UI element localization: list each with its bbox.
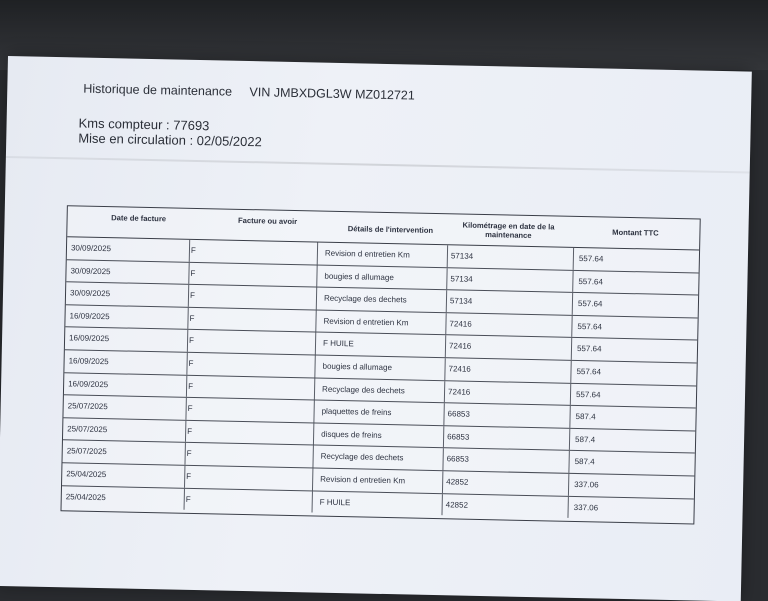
cell-mileage: 42852	[445, 499, 469, 510]
column-divider	[314, 355, 315, 377]
cell-amount: 587.4	[575, 412, 596, 422]
column-divider	[569, 429, 570, 451]
header-mileage: Kilométrage en date de la maintenance	[462, 220, 555, 241]
column-divider	[444, 381, 445, 403]
cell-amount: 557.64	[576, 344, 602, 354]
cell-date: 25/07/2025	[66, 446, 107, 457]
cell-mileage: 72416	[449, 319, 472, 329]
cell-mileage: 66853	[447, 432, 470, 442]
column-divider	[313, 401, 314, 423]
cell-mileage: 42852	[446, 477, 469, 487]
vehicle-info	[78, 115, 262, 149]
cell-amount: 557.64	[576, 366, 602, 377]
cell-details: plaquettes de freins	[321, 406, 392, 418]
cell-date: 30/09/2025	[70, 243, 112, 254]
cell-amount: 557.64	[578, 276, 603, 287]
cell-invoice-type: F	[188, 336, 195, 346]
cell-invoice-type: F	[185, 494, 191, 504]
cell-invoice-type: F	[189, 291, 196, 301]
cell-date: 25/04/2025	[65, 491, 106, 502]
column-divider	[445, 336, 446, 358]
column-divider	[312, 446, 313, 468]
column-divider	[441, 494, 442, 516]
column-divider	[316, 265, 317, 287]
header-date: Date de facture	[111, 213, 167, 224]
cell-invoice-type: F	[188, 381, 194, 391]
column-divider	[313, 423, 314, 445]
cell-details: bougies d allumage	[324, 271, 394, 282]
cell-amount: 557.64	[577, 321, 603, 332]
cell-amount: 557.64	[577, 299, 603, 309]
cell-mileage: 66853	[447, 409, 470, 419]
column-divider	[316, 288, 317, 310]
cell-details: disques de freins	[321, 429, 382, 440]
cell-amount: 557.64	[575, 389, 601, 400]
column-divider	[315, 333, 316, 355]
column-divider	[571, 316, 572, 338]
column-divider	[571, 338, 572, 360]
cell-date: 16/09/2025	[69, 311, 110, 321]
cell-details: bougies d allumage	[322, 361, 393, 373]
cell-date: 30/09/2025	[69, 288, 111, 299]
column-divider	[312, 468, 313, 490]
cell-details: Recyclage des dechets	[322, 384, 405, 395]
cell-details: Recyclage des dechets	[323, 293, 407, 305]
cell-date: 16/09/2025	[69, 333, 110, 344]
column-divider	[444, 358, 445, 380]
header-invoice-type: Facture ou avoir	[237, 215, 298, 227]
header-details: Détails de l'intervention	[347, 224, 434, 235]
column-divider	[567, 496, 568, 518]
cell-mileage: 66853	[446, 454, 469, 465]
cell-date: 25/07/2025	[67, 401, 108, 412]
cell-date: 16/09/2025	[68, 356, 109, 367]
header-amount: Montant TTC	[612, 227, 659, 238]
cell-invoice-type: F	[190, 245, 196, 255]
registration-date: Mise en circulation : 02/05/2022	[78, 130, 262, 150]
cell-amount: 587.4	[574, 457, 595, 467]
cell-details: Revision d entretien Km	[323, 316, 409, 328]
column-divider	[570, 361, 571, 383]
column-divider	[443, 403, 444, 425]
cell-mileage: 57134	[450, 273, 473, 284]
column-divider	[442, 471, 443, 493]
cell-details: F HUILE	[322, 339, 354, 349]
column-divider	[573, 248, 574, 270]
column-divider	[312, 491, 313, 513]
cell-amount: 557.64	[578, 254, 604, 264]
cell-date: 25/07/2025	[67, 424, 108, 434]
cell-invoice-type: F	[187, 426, 193, 436]
cell-invoice-type: F	[190, 268, 196, 278]
vin-number: VIN JMBXDGL3W MZ012721	[249, 85, 415, 103]
cell-invoice-type: F	[186, 471, 192, 481]
cell-amount: 337.06	[573, 502, 599, 512]
cell-date: 30/09/2025	[70, 265, 111, 276]
cell-invoice-type: F	[189, 313, 195, 323]
cell-details: Revision d entretien Km	[324, 248, 410, 260]
column-divider	[572, 270, 573, 292]
column-divider	[443, 426, 444, 448]
column-divider	[317, 243, 318, 265]
column-divider	[446, 268, 447, 290]
cell-date: 16/09/2025	[68, 378, 109, 389]
cell-mileage: 57134	[450, 251, 474, 261]
cell-invoice-type: F	[187, 403, 193, 414]
document-title: Historique de maintenance	[83, 81, 233, 99]
paper-fold-line	[6, 156, 750, 174]
column-divider	[447, 245, 448, 267]
cell-mileage: 72416	[448, 341, 472, 352]
cell-amount: 587.4	[575, 434, 596, 445]
cell-date: 25/04/2025	[66, 469, 107, 480]
document-header	[83, 82, 415, 103]
column-divider	[446, 290, 447, 312]
column-divider	[442, 449, 443, 471]
cell-mileage: 57134	[449, 296, 473, 306]
table-body	[62, 237, 700, 520]
column-divider	[568, 474, 569, 496]
column-divider	[568, 451, 569, 473]
cell-invoice-type: F	[186, 449, 192, 459]
cell-details: Revision d entretien Km	[320, 474, 406, 486]
column-divider	[569, 406, 570, 428]
column-divider	[572, 293, 573, 315]
cell-details: Recyclage des dechets	[320, 451, 404, 463]
maintenance-table	[60, 205, 700, 524]
cell-invoice-type: F	[188, 358, 194, 368]
column-divider	[315, 310, 316, 332]
maintenance-document	[0, 56, 752, 601]
column-divider	[314, 378, 315, 400]
cell-details: F HUILE	[319, 497, 351, 507]
column-divider	[445, 313, 446, 335]
odometer-reading: Kms compteur : 77693	[78, 115, 210, 134]
cell-amount: 337.06	[574, 479, 599, 490]
column-divider	[570, 383, 571, 405]
cell-mileage: 72416	[447, 386, 471, 397]
cell-mileage: 72416	[448, 364, 471, 374]
